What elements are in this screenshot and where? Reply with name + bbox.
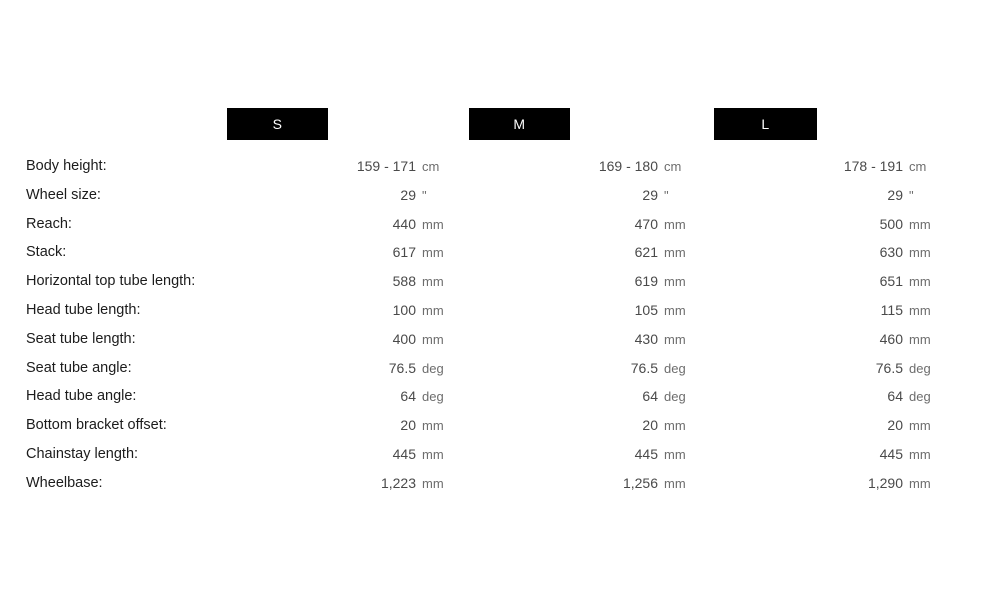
size-header-row [0, 108, 1000, 140]
cell-unit: mm [422, 446, 444, 462]
cell-unit: mm [422, 418, 444, 434]
cell-m [572, 152, 712, 181]
cell-unit: cm [422, 159, 440, 174]
cell-value: 445 [634, 445, 658, 462]
cell-unit: deg [664, 360, 686, 376]
cell-value: 29 [887, 186, 903, 203]
cell-value: 159 - 171 [356, 158, 416, 174]
cell-value: 445 [879, 445, 903, 462]
cell-s [330, 210, 470, 239]
cell-value: 105 [634, 301, 658, 318]
cell-value: 588 [392, 273, 416, 290]
cell-unit: deg [422, 360, 444, 376]
cell-unit: mm [664, 475, 686, 491]
cell-s [330, 354, 470, 383]
cell-l [817, 354, 957, 383]
cell-l [817, 210, 957, 239]
cell-unit: deg [909, 360, 931, 376]
table-row [0, 440, 1000, 469]
table-row [0, 267, 1000, 296]
cell-m [572, 296, 712, 325]
cell-unit: mm [422, 274, 444, 290]
cell-unit: mm [909, 245, 931, 261]
cell-unit: mm [909, 446, 931, 462]
cell-value: 20 [400, 417, 416, 434]
row-label: Head tube length: [26, 301, 141, 318]
cell-value: 430 [634, 330, 658, 347]
row-label: Reach: [26, 215, 72, 232]
cell-s [330, 440, 470, 469]
cell-l [817, 469, 957, 498]
cell-unit: mm [909, 418, 931, 434]
cell-unit: " [664, 187, 669, 203]
size-header-m-label: M [513, 116, 526, 132]
row-label: Wheelbase: [26, 474, 103, 491]
cell-value: 178 - 191 [843, 158, 903, 174]
row-label: Horizontal top tube length: [26, 273, 196, 290]
row-label: Chainstay length: [26, 445, 139, 462]
cell-unit: mm [422, 245, 444, 261]
cell-s [330, 238, 470, 267]
cell-s [330, 267, 470, 296]
cell-unit: mm [909, 274, 931, 290]
cell-value: 76.5 [630, 359, 658, 376]
cell-unit: mm [422, 331, 444, 347]
cell-value: 29 [400, 186, 416, 203]
table-row [0, 238, 1000, 267]
row-label: Wheel size: [26, 186, 101, 203]
table-row [0, 181, 1000, 210]
cell-m [572, 411, 712, 440]
cell-l [817, 325, 957, 354]
cell-unit: mm [664, 331, 686, 347]
cell-value: 440 [392, 215, 416, 232]
cell-m [572, 325, 712, 354]
cell-value: 1,223 [380, 474, 416, 491]
cell-m [572, 354, 712, 383]
size-header-s-label: S [272, 116, 283, 132]
cell-s [330, 181, 470, 210]
table-row [0, 382, 1000, 411]
cell-unit: mm [422, 475, 444, 491]
cell-l [817, 440, 957, 469]
cell-value: 460 [879, 330, 903, 347]
table-row [0, 210, 1000, 239]
cell-m [572, 210, 712, 239]
cell-value: 169 - 180 [598, 158, 658, 174]
cell-value: 617 [392, 244, 416, 261]
cell-m [572, 238, 712, 267]
table-row [0, 469, 1000, 498]
cell-value: 500 [879, 215, 903, 232]
cell-value: 76.5 [388, 359, 416, 376]
cell-l [817, 411, 957, 440]
cell-unit: deg [422, 389, 444, 405]
cell-unit: mm [664, 274, 686, 290]
cell-value: 470 [634, 215, 658, 232]
cell-value: 651 [879, 273, 903, 290]
cell-s [330, 296, 470, 325]
cell-unit: " [422, 187, 427, 203]
table-row [0, 354, 1000, 383]
cell-m [572, 469, 712, 498]
size-header-l-label: L [761, 116, 770, 132]
cell-value: 621 [634, 244, 658, 261]
cell-unit: mm [664, 216, 686, 232]
table-row [0, 325, 1000, 354]
cell-value: 630 [879, 244, 903, 261]
cell-l [817, 382, 957, 411]
cell-value: 445 [392, 445, 416, 462]
cell-s [330, 382, 470, 411]
cell-unit: mm [909, 216, 931, 232]
row-label: Seat tube length: [26, 330, 136, 347]
cell-s [330, 325, 470, 354]
row-label: Head tube angle: [26, 388, 137, 405]
row-label: Seat tube angle: [26, 359, 132, 376]
cell-unit: mm [664, 245, 686, 261]
cell-value: 29 [642, 186, 658, 203]
cell-l [817, 181, 957, 210]
cell-value: 20 [642, 417, 658, 434]
cell-value: 1,256 [622, 474, 658, 491]
cell-unit: deg [909, 389, 931, 405]
cell-value: 115 [880, 301, 903, 318]
cell-unit: mm [664, 418, 686, 434]
cell-unit: mm [664, 446, 686, 462]
table-row [0, 152, 1000, 181]
size-header-m [469, 108, 570, 140]
cell-value: 76.5 [875, 359, 903, 376]
cell-m [572, 267, 712, 296]
cell-m [572, 382, 712, 411]
cell-unit: " [909, 187, 914, 203]
cell-unit: deg [664, 389, 686, 405]
cell-unit: mm [909, 475, 931, 491]
cell-value: 64 [887, 388, 903, 405]
geometry-rows [0, 152, 1000, 498]
cell-s [330, 152, 470, 181]
cell-l [817, 267, 957, 296]
cell-unit: mm [422, 216, 444, 232]
cell-value: 400 [392, 330, 416, 347]
cell-value: 100 [392, 301, 416, 318]
cell-unit: cm [664, 159, 682, 174]
cell-unit: mm [422, 302, 444, 318]
cell-l [817, 296, 957, 325]
cell-value: 64 [642, 388, 658, 405]
size-header-l [714, 108, 817, 140]
cell-value: 619 [634, 273, 658, 290]
cell-unit: cm [909, 159, 927, 174]
size-header-s [227, 108, 328, 140]
row-label: Body height: [26, 158, 107, 174]
cell-value: 20 [887, 417, 903, 434]
cell-s [330, 411, 470, 440]
cell-s [330, 469, 470, 498]
cell-value: 64 [400, 388, 416, 405]
row-label: Bottom bracket offset: [26, 417, 167, 434]
cell-m [572, 440, 712, 469]
cell-unit: mm [909, 302, 931, 318]
cell-value: 1,290 [867, 474, 903, 491]
cell-unit: mm [664, 302, 686, 318]
row-label: Stack: [26, 244, 67, 261]
cell-l [817, 238, 957, 267]
table-row [0, 296, 1000, 325]
table-row [0, 411, 1000, 440]
cell-l [817, 152, 957, 181]
cell-m [572, 181, 712, 210]
cell-unit: mm [909, 331, 931, 347]
